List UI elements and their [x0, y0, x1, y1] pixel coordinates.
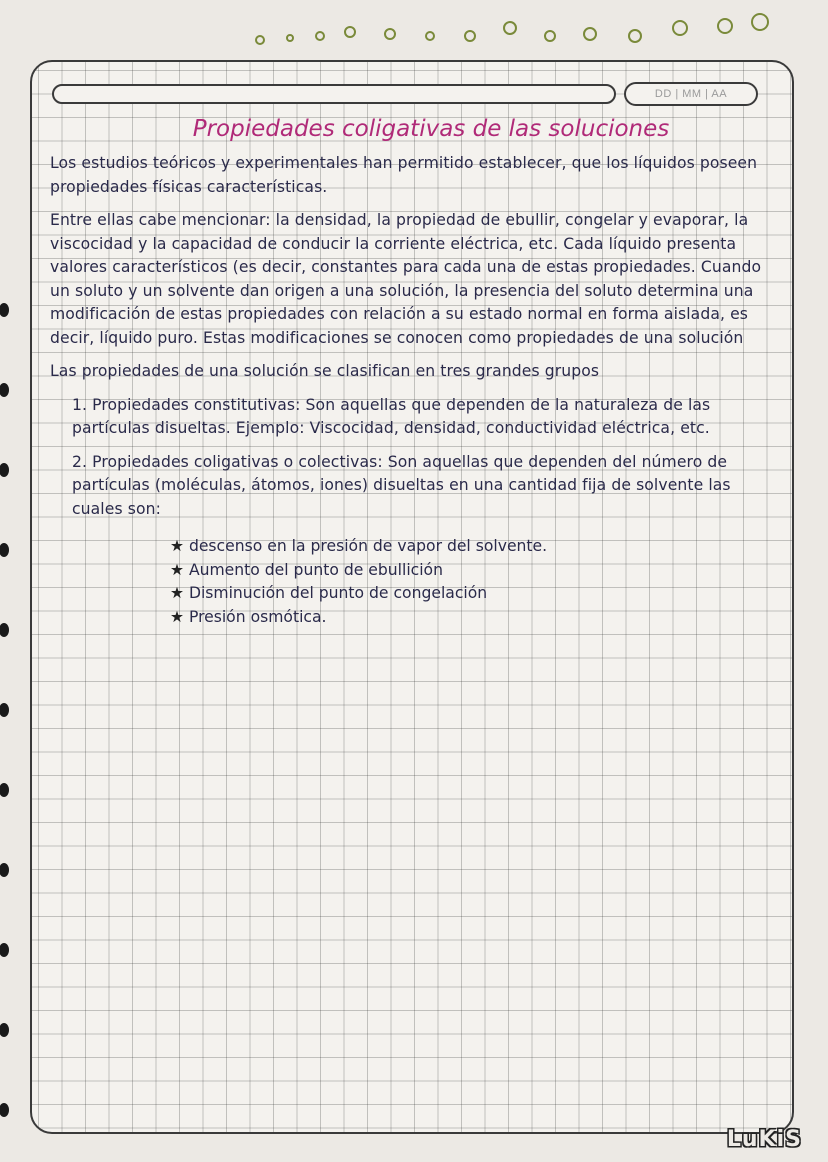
list-item: ★ Disminución del punto de congelación: [170, 582, 772, 606]
date-field: DD | MM | AA: [624, 82, 758, 106]
paragraph-intro: Los estudios teóricos y experimentales han permitido establecer, que los líquidos poseen propiedades físicas características.: [50, 154, 758, 196]
group-constitutive: 1. Propiedades constitutivas: Son aquellas que dependen de la naturaleza de las partículas disueltas. Ejemplo: Viscocidad, densidad, conductividad eléctrica, etc.: [72, 395, 711, 437]
notebook-page: [30, 60, 794, 1134]
spiral-binding-left: [0, 300, 18, 1160]
title-line: [52, 84, 616, 104]
note-content: [50, 112, 772, 629]
paragraph-classification: Las propiedades de una solución se clasifican en tres grandes grupos: [50, 362, 600, 380]
list-item: ★ Aumento del punto de ebullición: [170, 559, 772, 583]
group-colligative: 2. Propiedades coligativas o colectivas: Son aquellas que dependen del número de partículas (moléculas, átomos, iones) disueltas en una cantidad fija de solvente las cuales son:: [72, 452, 731, 518]
colligative-list: [50, 535, 772, 629]
list-item: ★ Presión osmótica.: [170, 606, 772, 630]
paragraph-properties: Entre ellas cabe mencionar: la densidad, la propiedad de ebullir, congelar y evaporar, la viscocidad y la capacidad de conducir la corriente eléctrica, etc. Cada líquido presenta valores característicos (es decir, constantes para cada una de estas propiedades. Cuando un soluto y un solvente dan origen a una solución, la presencia del soluto determina una modificación de estas propiedades con relación a su estado normal en forma aislada, es decir, líquido puro. Estas modificaciones se conocen como propiedades de una solución: [50, 211, 762, 347]
list-item: ★ descenso en la presión de vapor del solvente.: [170, 535, 772, 559]
brand-logo: LuKiS: [726, 1127, 802, 1152]
spiral-binding-top: [240, 6, 780, 46]
note-title: Propiedades coligativas de las soluciones: [192, 116, 670, 142]
